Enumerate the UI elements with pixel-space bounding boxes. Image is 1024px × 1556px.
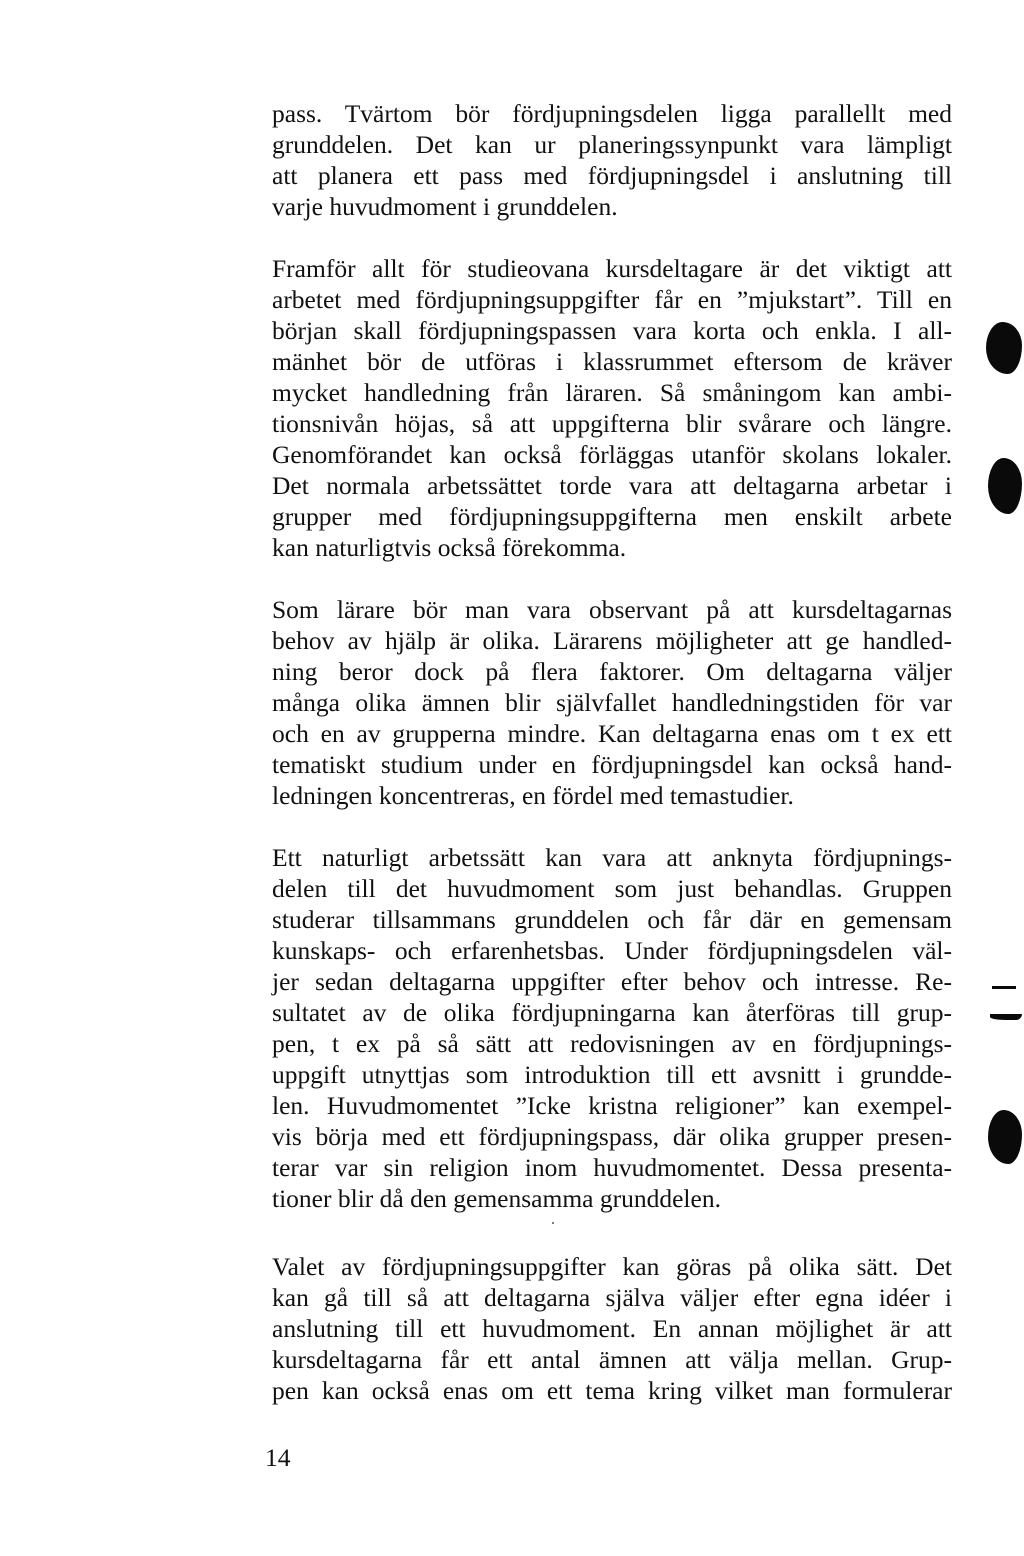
text-line: tematiskt studium under en fördjupningsdel kan också hand- <box>272 750 952 779</box>
text-line: uppgift utnyttjas som introduktion till ett avsnitt i grundde- <box>272 1060 952 1089</box>
text-line: kunskaps- och erfarenhetsbas. Under fördjupningsdelen väl- <box>272 936 952 965</box>
paragraph-4 <box>272 842 952 1214</box>
speck <box>552 1222 554 1224</box>
text-line: studerar tillsammans grunddelen och får där en gemensam <box>272 905 952 934</box>
text-line: ledningen koncentreras, en fördel med temastudier. <box>272 781 794 810</box>
text-line: kursdeltagarna får ett antal ämnen att välja mellan. Grup- <box>272 1345 952 1374</box>
paragraph-gap <box>272 222 952 253</box>
text-line: delen till det huvudmoment som just behandlas. Gruppen <box>272 874 952 903</box>
text-line: vis börja med ett fördjupningspass, där olika grupper presen- <box>272 1122 952 1151</box>
text-line: Genomförandet kan också förläggas utanför skolans lokaler. <box>272 440 952 469</box>
paragraph-gap <box>272 563 952 594</box>
page-number: 14 <box>265 1443 291 1472</box>
text-line: att planera ett pass med fördjupningsdel i anslutning till <box>272 161 952 190</box>
punch-hole-mark <box>986 322 1022 374</box>
text-line: sultatet av de olika fördjupningarna kan återföras till grup- <box>272 998 952 1027</box>
text-line: pass. Tvärtom bör fördjupningsdelen ligga parallellt med <box>272 99 952 128</box>
text-line: grunddelen. Det kan ur planeringssynpunkt vara lämpligt <box>272 130 952 159</box>
text-line: Det normala arbetssättet torde vara att deltagarna arbetar i <box>272 471 952 500</box>
text-line: Framför allt för studieovana kursdeltagare är det viktigt att <box>272 254 952 283</box>
text-line: tionsnivån höjas, så att uppgifterna blir svårare och längre. <box>272 409 952 438</box>
text-line: kan gå till så att deltagarna själva väljer efter egna idéer i <box>272 1283 952 1312</box>
text-line: Som lärare bör man vara observant på att kursdeltagarnas <box>272 595 952 624</box>
paragraph-3 <box>272 594 952 811</box>
paragraph-5 <box>272 1251 952 1406</box>
text-line: varje huvudmoment i grunddelen. <box>272 192 618 221</box>
text-line: jer sedan deltagarna uppgifter efter behov och intresse. Re- <box>272 967 952 996</box>
text-line: pen kan också enas om ett tema kring vilket man formulerar <box>272 1376 952 1405</box>
text-line: kan naturligtvis också förekomma. <box>272 533 627 562</box>
text-line: ning beror dock på flera faktorer. Om deltagarna väljer <box>272 657 952 686</box>
paragraph-gap <box>272 1214 952 1245</box>
paragraph-2 <box>272 253 952 563</box>
punch-hole-mark <box>988 458 1022 514</box>
paragraph-1 <box>272 98 952 222</box>
text-line: arbetet med fördjupningsuppgifter får en ”mjukstart”. Till en <box>272 285 952 314</box>
text-line: len. Huvudmomentet ”Icke kristna religioner” kan exempel- <box>272 1091 952 1120</box>
text-line: många olika ämnen blir självfallet handledningstiden för var <box>272 688 952 717</box>
punch-hole-mark <box>990 1014 1022 1020</box>
text-line: grupper med fördjupningsuppgifterna men enskilt arbete <box>272 502 952 531</box>
text-line: anslutning till ett huvudmoment. En annan möjlighet är att <box>272 1314 952 1343</box>
punch-hole-mark <box>988 1110 1022 1164</box>
text-line: mänhet bör de utföras i klassrummet eftersom de kräver <box>272 347 952 376</box>
text-line: början skall fördjupningspassen vara korta och enkla. I all- <box>272 316 952 345</box>
text-line: terar var sin religion inom huvudmomentet. Dessa presenta- <box>272 1153 952 1182</box>
text-line: och en av grupperna mindre. Kan deltagarna enas om t ex ett <box>272 719 952 748</box>
text-line: pen, t ex på så sätt att redovisningen av en fördjupnings- <box>272 1029 952 1058</box>
text-line: Valet av fördjupningsuppgifter kan göras på olika sätt. Det <box>272 1252 952 1281</box>
text-line: tioner blir då den gemensamma grunddelen. <box>272 1184 721 1213</box>
text-line: behov av hjälp är olika. Lärarens möjligheter att ge handled- <box>272 626 952 655</box>
body-text <box>272 98 952 1406</box>
text-line: Ett naturligt arbetssätt kan vara att anknyta fördjupnings- <box>272 843 952 872</box>
punch-hole-mark <box>992 986 1016 989</box>
text-line: mycket handledning från läraren. Så småningom kan ambi- <box>272 378 952 407</box>
paragraph-gap <box>272 811 952 842</box>
